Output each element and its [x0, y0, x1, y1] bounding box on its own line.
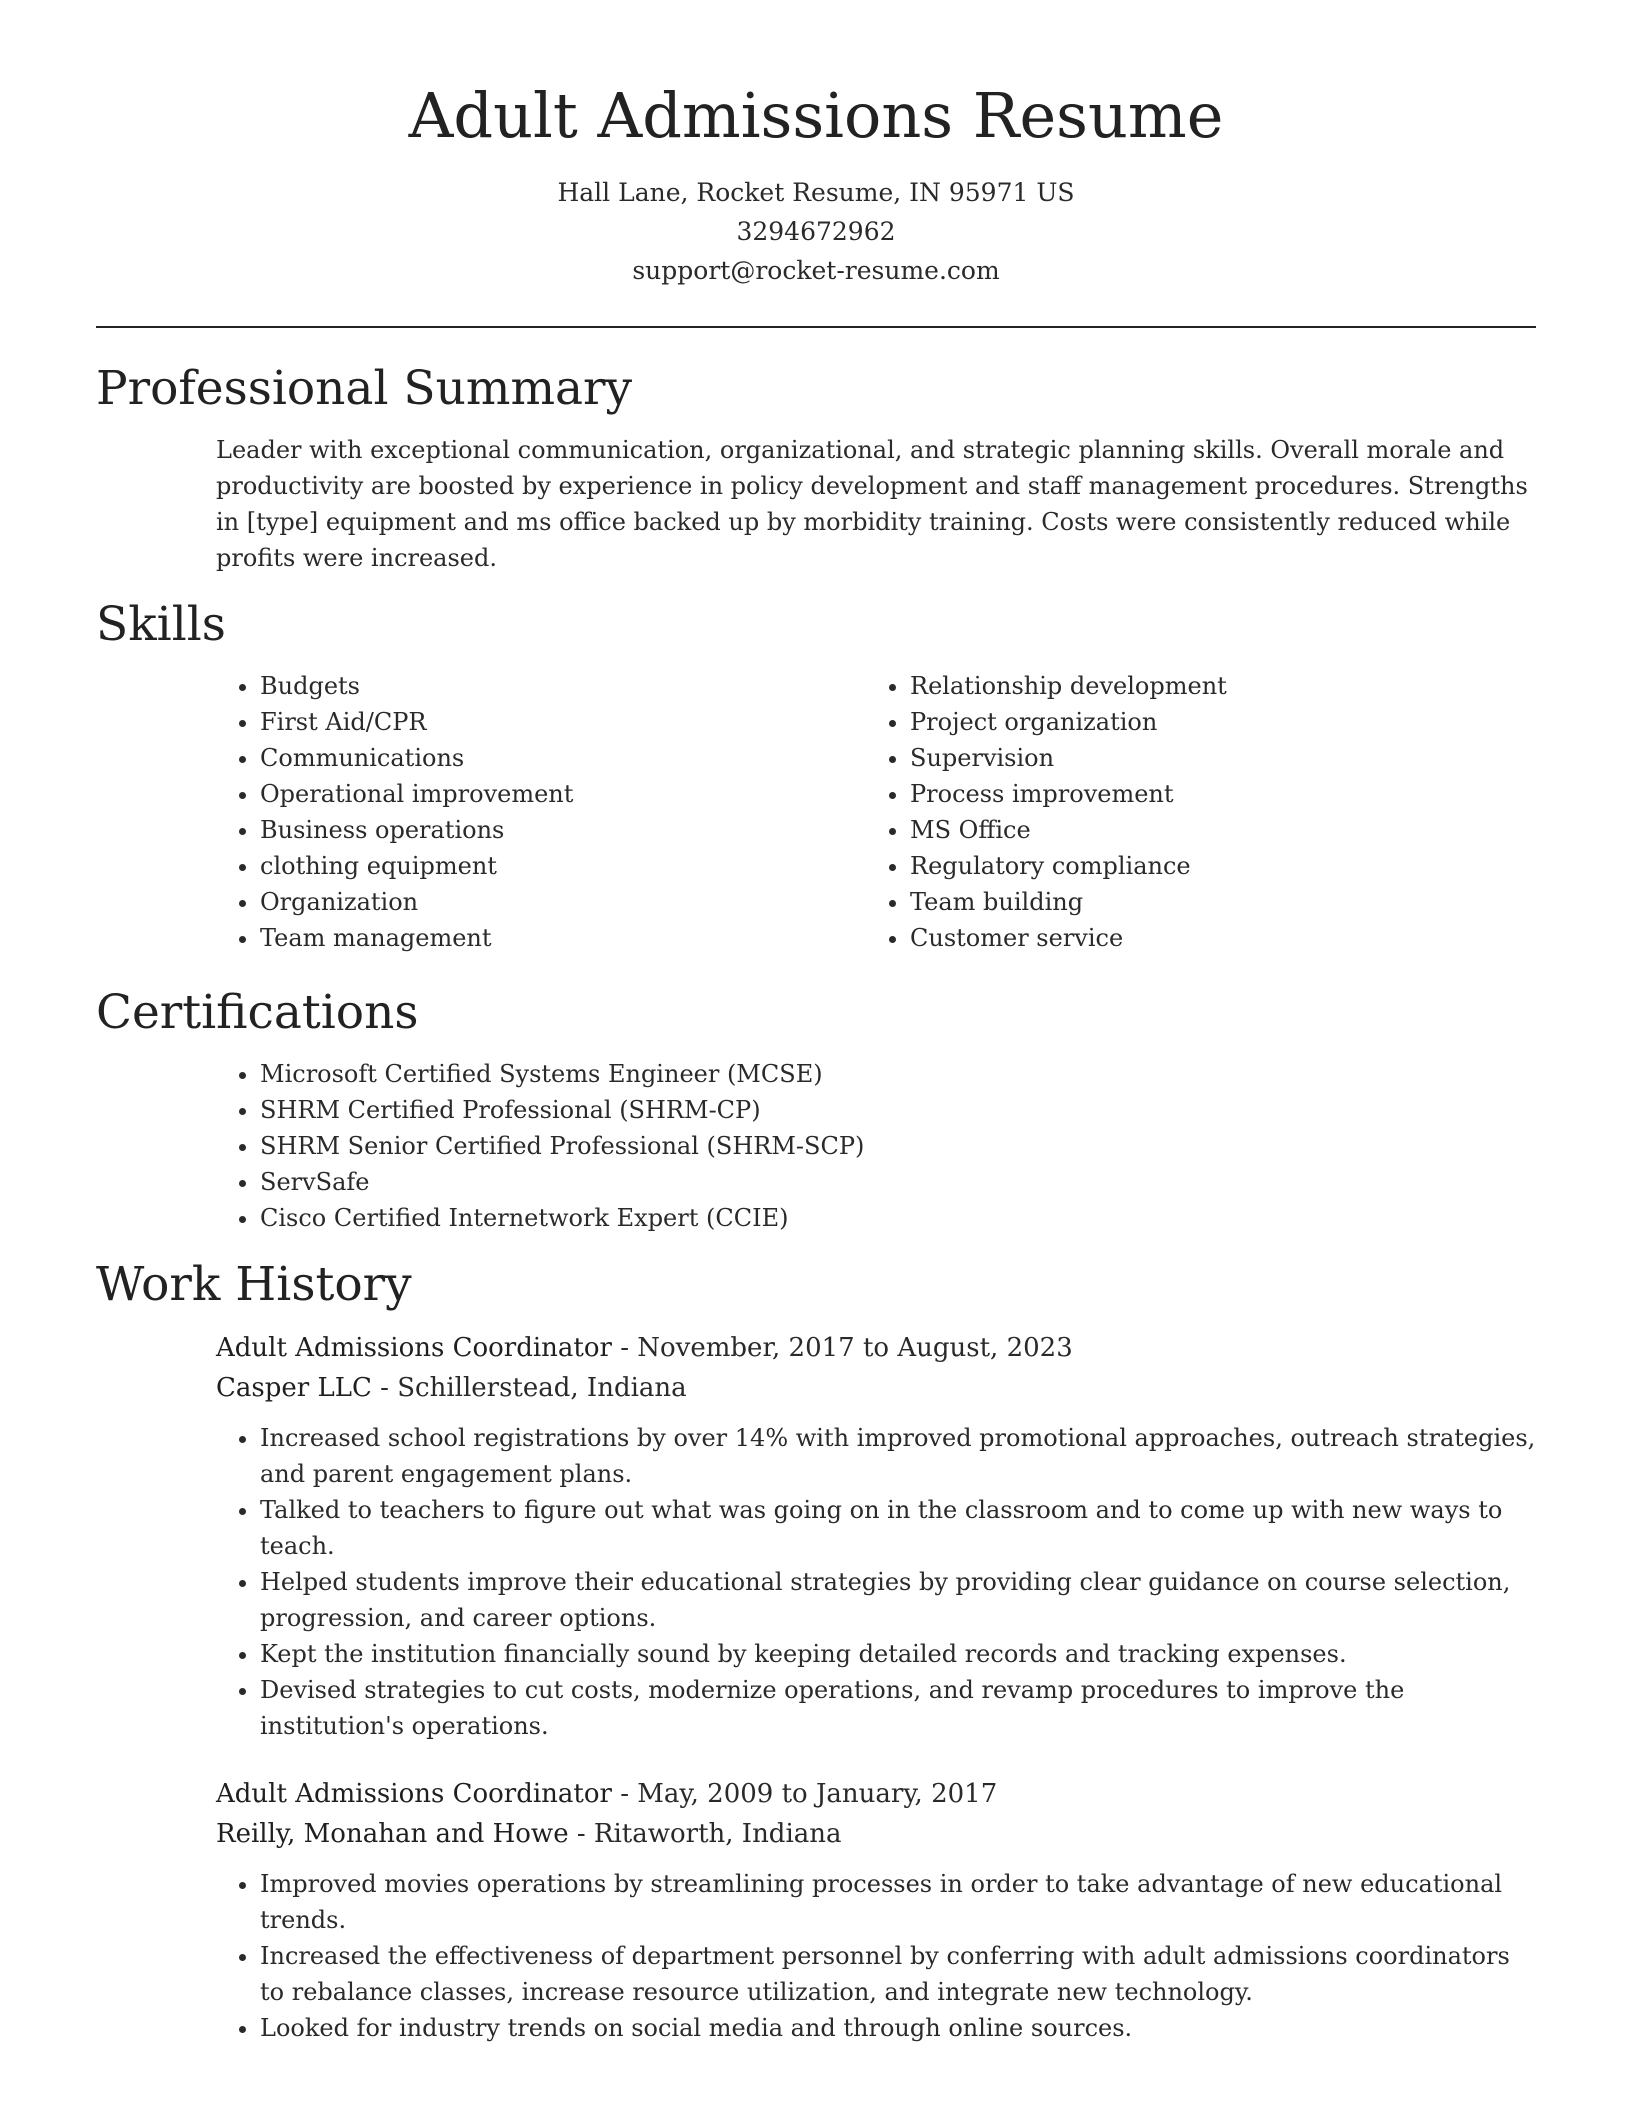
skill-item: • Communications — [260, 740, 866, 776]
skills-grid — [216, 668, 1536, 980]
job-bullet: • Talked to teachers to figure out what was going on in the classroom and to come up with new ways to teach. — [260, 1492, 1536, 1564]
skills-list-right — [866, 668, 1516, 956]
skills-section — [96, 598, 1536, 980]
skill-item: • Team management — [260, 920, 866, 956]
job-entry — [216, 1328, 1536, 1744]
work-history-heading: Work History — [96, 1257, 412, 1313]
skill-item: • Budgets — [260, 668, 866, 704]
job-dates: - November, 2017 to August, 2023 — [611, 1333, 1073, 1364]
skill-item: • Regulatory compliance — [910, 848, 1516, 884]
job-bullet: • Looked for industry trends on social media and through online sources. — [260, 2010, 1536, 2046]
job-company-line — [216, 1368, 1536, 1408]
skill-item: • Customer service — [910, 920, 1516, 956]
certifications-list — [216, 1056, 1536, 1236]
certifications-section — [96, 986, 1536, 1236]
summary-heading: Professional Summary — [96, 361, 633, 417]
job-company-line — [216, 1814, 1536, 1854]
resume-title: Adult Admissions Resume — [408, 79, 1224, 152]
summary-text: Leader with exceptional communication, organizational, and strategic planning skills. Overall morale and productivity are boosted by experience in policy development and staff management procedures. Strengths in [type] equipment and ms office backed up by morbidity training. Costs were consistently reduced while profits were increased. — [216, 436, 1528, 573]
job-bullets — [216, 1866, 1536, 2046]
skill-item: • First Aid/CPR — [260, 704, 866, 740]
header-divider — [96, 326, 1536, 328]
job-entry — [216, 1774, 1536, 2046]
summary-section — [96, 362, 1536, 576]
job-company: Casper LLC — [216, 1373, 372, 1404]
job-bullet: • Kept the institution financially sound by keeping detailed records and tracking expenses. — [260, 1636, 1536, 1672]
skill-item: • Business operations — [260, 812, 866, 848]
contact-address: Hall Lane, Rocket Resume, IN 95971 US — [557, 178, 1075, 208]
skill-item: • Organization — [260, 884, 866, 920]
job-bullet: • Improved movies operations by streamlining processes in order to take advantage of new educational trends. — [260, 1866, 1536, 1938]
job-location: - Ritaworth, Indiana — [568, 1819, 842, 1850]
skills-heading: Skills — [96, 597, 226, 653]
skill-item: • Project organization — [910, 704, 1516, 740]
certification-item: • SHRM Certified Professional (SHRM-CP) — [260, 1092, 1536, 1128]
resume-header — [96, 80, 1536, 290]
certification-item: • Microsoft Certified Systems Engineer (MCSE) — [260, 1056, 1536, 1092]
job-location: - Schillerstead, Indiana — [371, 1373, 687, 1404]
skill-item: • MS Office — [910, 812, 1516, 848]
skills-column-right — [866, 668, 1516, 980]
contact-phone: 3294672962 — [736, 217, 896, 247]
job-title-line — [216, 1774, 1536, 1814]
skill-item: • Supervision — [910, 740, 1516, 776]
job-bullet: • Helped students improve their educational strategies by providing clear guidance on course selection, progression, and career options. — [260, 1564, 1536, 1636]
certification-item: • SHRM Senior Certified Professional (SHRM-SCP) — [260, 1128, 1536, 1164]
job-bullet: • Increased school registrations by over 14% with improved promotional approaches, outreach strategies, and parent engagement plans. — [260, 1420, 1536, 1492]
skills-list-left — [216, 668, 866, 956]
job-company: Reilly, Monahan and Howe — [216, 1819, 569, 1850]
job-bullets — [216, 1420, 1536, 1744]
job-title-line — [216, 1328, 1536, 1368]
work-history-section — [96, 1258, 1536, 2046]
contact-email: support@rocket-resume.com — [632, 256, 1000, 286]
job-title: Adult Admissions Coordinator — [216, 1333, 612, 1364]
skill-item: • Operational improvement — [260, 776, 866, 812]
skill-item: • Relationship development — [910, 668, 1516, 704]
skill-item: • Team building — [910, 884, 1516, 920]
job-bullet: • Increased the effectiveness of department personnel by conferring with adult admissions coordinators to rebalance classes, increase resource utilization, and integrate new technology. — [260, 1938, 1536, 2010]
certifications-heading: Certifications — [96, 985, 419, 1041]
certification-item: • Cisco Certified Internetwork Expert (CCIE) — [260, 1200, 1536, 1236]
skill-item: • Process improvement — [910, 776, 1516, 812]
job-bullet: • Devised strategies to cut costs, modernize operations, and revamp procedures to improve the institution's operations. — [260, 1672, 1536, 1744]
job-dates: - May, 2009 to January, 2017 — [611, 1779, 998, 1810]
certification-item: • ServSafe — [260, 1164, 1536, 1200]
skills-column-left — [216, 668, 866, 980]
job-title: Adult Admissions Coordinator — [216, 1779, 612, 1810]
skill-item: • clothing equipment — [260, 848, 866, 884]
